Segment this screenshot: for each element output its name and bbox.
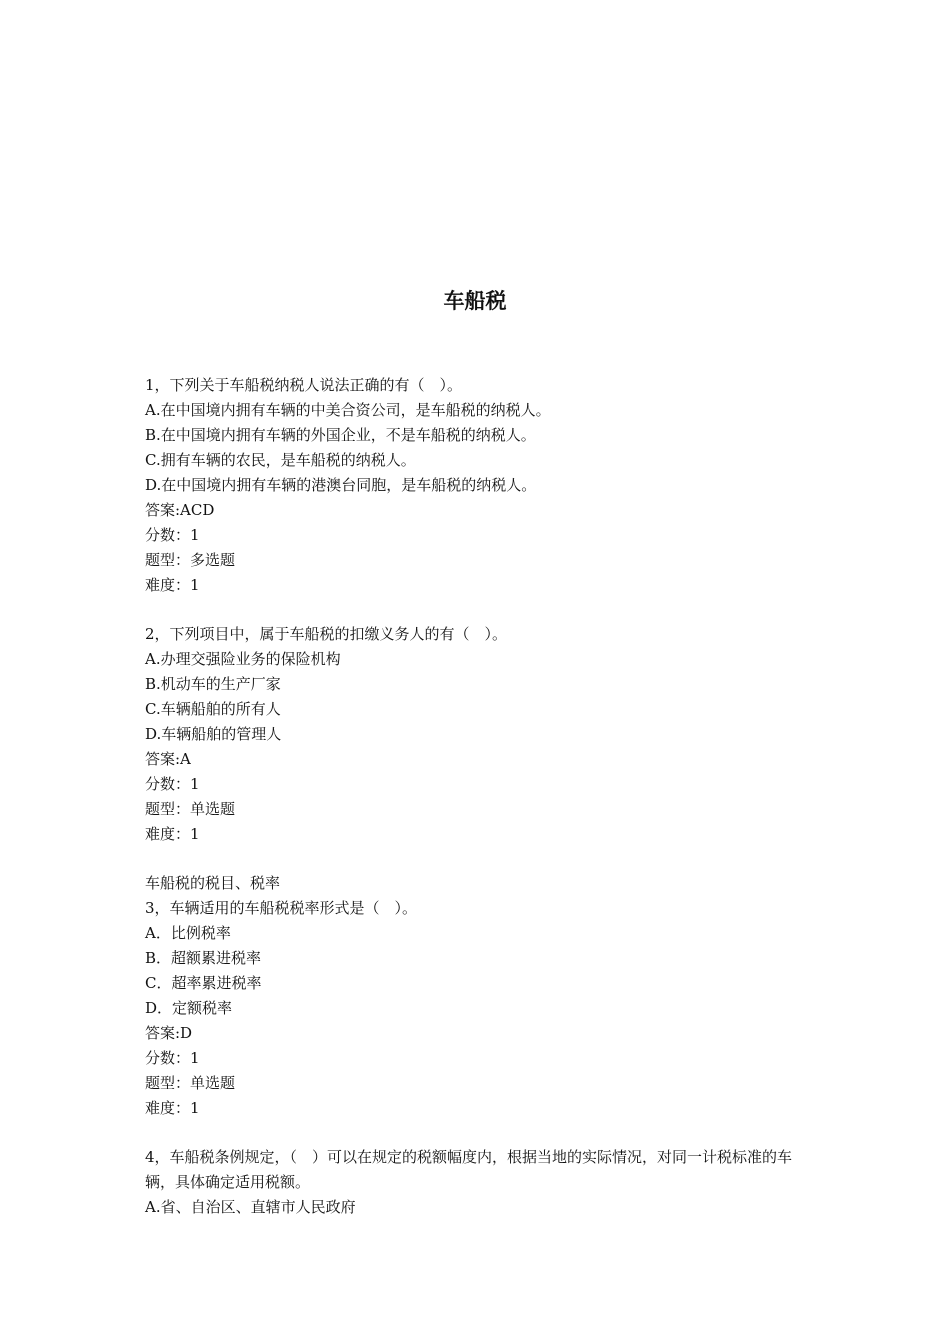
question-option: B．超额累进税率 (145, 949, 262, 967)
question-option: A.办理交强险业务的保险机构 (145, 650, 341, 668)
question-option: D.在中国境内拥有车辆的港澳台同胞，是车船税的纳税人。 (145, 476, 537, 494)
question-score: 分数：1 (145, 526, 200, 544)
question-difficulty: 难度：1 (145, 576, 200, 594)
question-difficulty: 难度：1 (145, 825, 200, 843)
document-title: 车船税 (443, 289, 507, 313)
question-4 (145, 1145, 810, 1220)
question-type: 题型：单选题 (145, 1074, 236, 1092)
question-option: A.在中国境内拥有车辆的中美合资公司，是车船税的纳税人。 (145, 401, 551, 419)
question-difficulty: 难度：1 (145, 1099, 200, 1117)
question-option: D.车辆船舶的管理人 (145, 725, 282, 743)
question-option: A．比例税率 (145, 924, 231, 942)
question-option: C.拥有车辆的农民，是车船税的纳税人。 (145, 451, 416, 469)
question-score: 分数：1 (145, 775, 200, 793)
question-option: C.车辆船舶的所有人 (145, 700, 281, 718)
section-heading: 车船税的税目、税率 (145, 874, 281, 892)
question-option: D．定额税率 (145, 999, 233, 1017)
question-stem: 4，车船税条例规定，（ ）可以在规定的税额幅度内，根据当地的实际情况，对同一计税标准的车辆，具体确定适用税额。 (145, 1148, 793, 1191)
question-stem: 1，下列关于车船税纳税人说法正确的有（ ）。 (145, 376, 463, 394)
question-1 (145, 373, 810, 598)
question-2 (145, 622, 810, 847)
question-answer: 答案:A (145, 750, 191, 768)
question-stem: 3，车辆适用的车船税税率形式是（ ）。 (145, 899, 418, 917)
question-option: B.在中国境内拥有车辆的外国企业，不是车船税的纳税人。 (145, 426, 536, 444)
question-score: 分数：1 (145, 1049, 200, 1067)
question-type: 题型：多选题 (145, 551, 236, 569)
question-answer: 答案:ACD (145, 501, 215, 519)
question-option: A.省、自治区、直辖市人民政府 (145, 1198, 356, 1216)
question-option: C．超率累进税率 (145, 974, 262, 992)
question-option: B.机动车的生产厂家 (145, 675, 281, 693)
question-list (145, 373, 810, 1244)
question-3 (145, 871, 810, 1121)
question-type: 题型：单选题 (145, 800, 236, 818)
question-answer: 答案:D (145, 1024, 193, 1042)
question-stem: 2，下列项目中，属于车船税的扣缴义务人的有（ ）。 (145, 625, 508, 643)
